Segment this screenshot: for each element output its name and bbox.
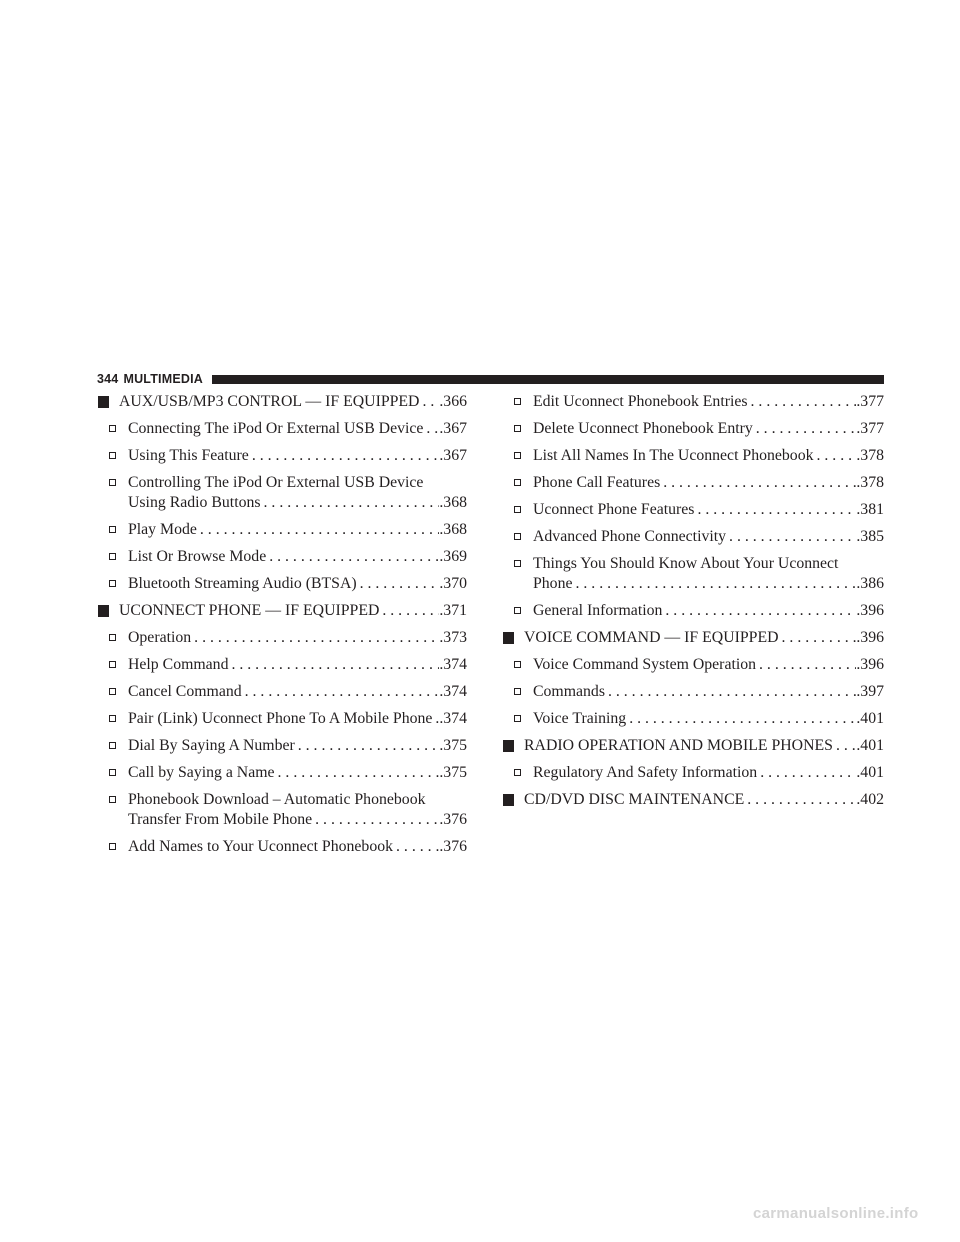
toc-entry-title: Cancel Command (128, 683, 242, 700)
toc-page-number: .401 (856, 764, 884, 781)
toc-page-number: .381 (856, 501, 884, 518)
hollow-square-bullet-icon (109, 796, 116, 803)
toc-subsection-entry[interactable] (502, 763, 884, 783)
hollow-square-bullet-icon (514, 479, 521, 486)
toc-entry-title: Play Mode (128, 521, 197, 538)
toc-section-entry[interactable] (502, 736, 884, 756)
leader-dots (660, 473, 856, 493)
toc-page-number: .396 (856, 629, 884, 646)
toc-page-number: .374 (439, 656, 467, 673)
toc-subsection-entry[interactable] (97, 473, 467, 513)
toc-entry-title: Phonebook Download – Automatic Phonebook (128, 791, 426, 808)
leader-dots (757, 763, 856, 783)
toc-entry-title: Uconnect Phone Features (533, 501, 695, 518)
hollow-square-bullet-icon (109, 580, 116, 587)
hollow-square-bullet-icon (514, 452, 521, 459)
leader-dots (295, 736, 440, 756)
hollow-square-bullet-icon (109, 553, 116, 560)
toc-page-number: .368 (439, 521, 467, 538)
leader-dots (748, 392, 857, 412)
toc-right-column (502, 392, 884, 810)
leader-dots (379, 601, 439, 621)
toc-page-number: .385 (856, 528, 884, 545)
leader-dots (573, 574, 857, 594)
toc-subsection-entry[interactable] (502, 682, 884, 702)
toc-page-number: .378 (856, 474, 884, 491)
toc-subsection-entry[interactable] (502, 655, 884, 675)
toc-subsection-entry[interactable] (97, 419, 467, 439)
toc-entry-title: Voice Command System Operation (533, 656, 757, 673)
hollow-square-bullet-icon (109, 715, 116, 722)
leader-dots (419, 392, 439, 412)
hollow-square-bullet-icon (109, 634, 116, 641)
toc-page-number: .401 (856, 710, 884, 727)
toc-entry-title: Edit Uconnect Phonebook Entries (533, 393, 748, 410)
hollow-square-bullet-icon (514, 425, 521, 432)
toc-entry-title: Regulatory And Safety Information (533, 764, 758, 781)
leader-dots (756, 655, 856, 675)
toc-entry-title: Bluetooth Streaming Audio (BTSA) (128, 575, 357, 592)
toc-subsection-entry[interactable] (97, 520, 467, 540)
leader-dots (753, 419, 857, 439)
leader-dots (191, 628, 439, 648)
toc-entry-title: Phone Call Features (533, 474, 661, 491)
toc-page-number: .374 (439, 683, 467, 700)
hollow-square-bullet-icon (514, 506, 521, 513)
hollow-square-bullet-icon (514, 398, 521, 405)
hollow-square-bullet-icon (514, 533, 521, 540)
page-header (97, 370, 884, 388)
toc-page-number: .375 (439, 737, 467, 754)
toc-page-number: .378 (856, 447, 884, 464)
leader-dots (626, 709, 856, 729)
toc-entry-title: RADIO OPERATION AND MOBILE PHONES (524, 737, 833, 754)
hollow-square-bullet-icon (109, 769, 116, 776)
square-bullet-icon (98, 396, 109, 408)
leader-dots (814, 446, 857, 466)
hollow-square-bullet-icon (109, 479, 116, 486)
toc-entry-title: AUX/USB/MP3 CONTROL — IF EQUIPPED (119, 393, 420, 410)
toc-page-number: .366 (439, 393, 467, 410)
toc-entry-title: Help Command (128, 656, 229, 673)
toc-page-number: .396 (856, 656, 884, 673)
square-bullet-icon (503, 794, 514, 806)
toc-subsection-entry[interactable] (502, 709, 884, 729)
toc-entry-title-continued: Transfer From Mobile Phone (128, 811, 313, 828)
toc-entry-title: Commands (533, 683, 605, 700)
page-number: 344 (97, 372, 119, 386)
leader-dots (744, 790, 856, 810)
leader-dots (275, 763, 440, 783)
toc-page-number: .386 (856, 575, 884, 592)
toc-entry-title-continued: Phone (533, 575, 573, 592)
toc-entry-title: Pair (Link) Uconnect Phone To A Mobile Phone (128, 710, 433, 727)
toc-subsection-entry[interactable] (97, 709, 467, 729)
toc-entry-title: List All Names In The Uconnect Phonebook (533, 447, 814, 464)
toc-page-number: .402 (856, 791, 884, 808)
leader-dots (266, 547, 439, 567)
toc-entry-title: Delete Uconnect Phonebook Entry (533, 420, 753, 437)
header-rule (212, 375, 884, 384)
leader-dots (694, 500, 856, 520)
toc-subsection-entry[interactable] (97, 736, 467, 756)
toc-page-number: .368 (439, 494, 467, 511)
toc-entry-title: Connecting The iPod Or External USB Device (128, 420, 424, 437)
toc-subsection-entry[interactable] (97, 547, 467, 567)
toc-page-number: .376 (439, 838, 467, 855)
leader-dots (357, 574, 440, 594)
toc-page-number: .377 (856, 420, 884, 437)
leader-dots (261, 493, 440, 513)
toc-section-entry[interactable] (502, 628, 884, 648)
toc-entry-title: UCONNECT PHONE — IF EQUIPPED (119, 602, 380, 619)
toc-subsection-entry[interactable] (97, 790, 467, 830)
leader-dots (662, 601, 856, 621)
toc-section-entry[interactable] (97, 392, 467, 412)
leader-dots (228, 655, 439, 675)
hollow-square-bullet-icon (514, 769, 521, 776)
toc-page-number: .367 (439, 420, 467, 437)
toc-subsection-entry[interactable] (97, 682, 467, 702)
hollow-square-bullet-icon (514, 688, 521, 695)
toc-subsection-entry[interactable] (97, 446, 467, 466)
leader-dots (423, 419, 439, 439)
toc-page-number: .367 (439, 447, 467, 464)
leader-dots (312, 810, 439, 830)
toc-page-number: .371 (439, 602, 467, 619)
hollow-square-bullet-icon (514, 607, 521, 614)
toc-entry-title: Call by Saying a Name (128, 764, 275, 781)
hollow-square-bullet-icon (109, 425, 116, 432)
leader-dots (393, 837, 439, 857)
toc-entry-title: General Information (533, 602, 663, 619)
square-bullet-icon (503, 632, 514, 644)
square-bullet-icon (503, 740, 514, 752)
leader-dots (197, 520, 439, 540)
hollow-square-bullet-icon (109, 688, 116, 695)
toc-entry-title: List Or Browse Mode (128, 548, 267, 565)
toc-entry-title: Things You Should Know About Your Uconnect (533, 555, 839, 572)
hollow-square-bullet-icon (109, 526, 116, 533)
toc-left-column (97, 392, 467, 857)
hollow-square-bullet-icon (514, 661, 521, 668)
toc-entry-title: VOICE COMMAND — IF EQUIPPED (524, 629, 779, 646)
leader-dots (242, 682, 440, 702)
toc-page-number: .373 (439, 629, 467, 646)
section-title: MULTIMEDIA (123, 372, 204, 386)
hollow-square-bullet-icon (109, 742, 116, 749)
square-bullet-icon (98, 605, 109, 617)
toc-entry-title: CD/DVD DISC MAINTENANCE (524, 791, 745, 808)
leader-dots (833, 736, 856, 756)
hollow-square-bullet-icon (109, 661, 116, 668)
toc-subsection-entry[interactable] (97, 655, 467, 675)
toc-page-number: .374 (439, 710, 467, 727)
toc-page-number: .396 (856, 602, 884, 619)
toc-entry-title: Dial By Saying A Number (128, 737, 295, 754)
leader-dots (605, 682, 856, 702)
hollow-square-bullet-icon (109, 843, 116, 850)
hollow-square-bullet-icon (514, 715, 521, 722)
watermark: carmanualsonline.info (753, 1205, 919, 1222)
toc-subsection-entry[interactable] (502, 601, 884, 621)
toc-subsection-entry[interactable] (502, 473, 884, 493)
toc-page-number: .376 (439, 811, 467, 828)
toc-entry-title: Add Names to Your Uconnect Phonebook (128, 838, 394, 855)
toc-subsection-entry[interactable] (502, 527, 884, 547)
leader-dots (249, 446, 440, 466)
leader-dots (779, 628, 857, 648)
toc-subsection-entry[interactable] (97, 763, 467, 783)
toc-subsection-entry[interactable] (502, 554, 884, 594)
hollow-square-bullet-icon (514, 560, 521, 567)
toc-entry-title: Using This Feature (128, 447, 249, 464)
toc-subsection-entry[interactable] (502, 446, 884, 466)
toc-subsection-entry[interactable] (502, 500, 884, 520)
toc-entry-title: Controlling The iPod Or External USB Device (128, 474, 424, 491)
toc-page-number: .370 (439, 575, 467, 592)
leader-dots (726, 527, 856, 547)
toc-subsection-entry[interactable] (97, 574, 467, 594)
toc-section-entry[interactable] (97, 601, 467, 621)
toc-entry-title: Advanced Phone Connectivity (533, 528, 727, 545)
leader-dots (432, 709, 439, 729)
toc-page-number: .401 (856, 737, 884, 754)
toc-subsection-entry[interactable] (502, 392, 884, 412)
toc-page-number: .375 (439, 764, 467, 781)
toc-entry-title: Operation (128, 629, 192, 646)
toc-page-number: .369 (439, 548, 467, 565)
toc-subsection-entry[interactable] (97, 628, 467, 648)
toc-subsection-entry[interactable] (502, 419, 884, 439)
toc-entry-title: Voice Training (533, 710, 627, 727)
hollow-square-bullet-icon (109, 452, 116, 459)
toc-page-number: .397 (856, 683, 884, 700)
toc-subsection-entry[interactable] (97, 837, 467, 857)
toc-section-entry[interactable] (502, 790, 884, 810)
toc-entry-title-continued: Using Radio Buttons (128, 494, 261, 511)
toc-page-number: .377 (856, 393, 884, 410)
